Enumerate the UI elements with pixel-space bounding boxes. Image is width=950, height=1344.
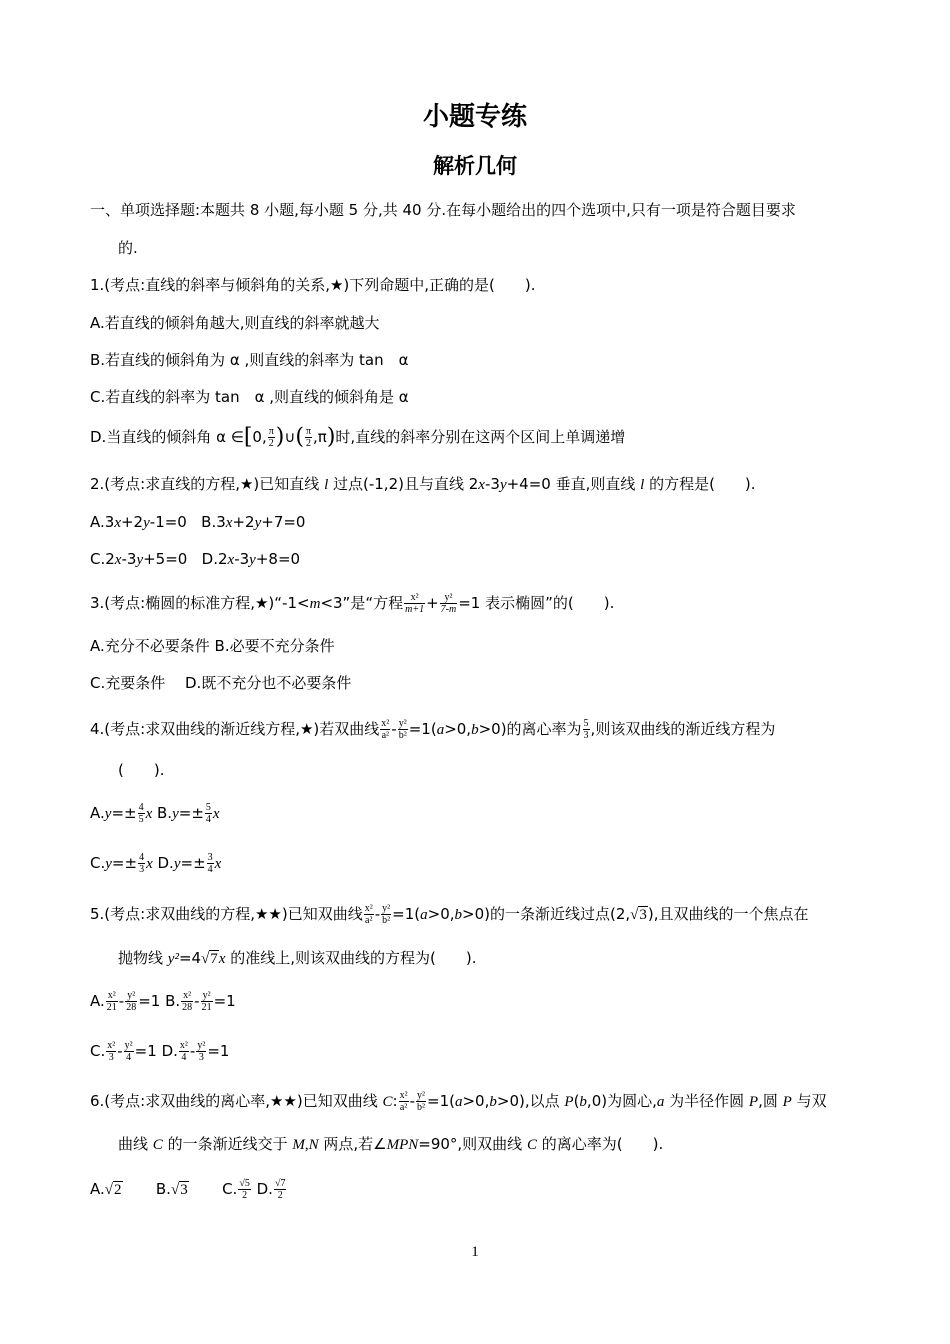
- denominator: 2: [242, 1190, 248, 1201]
- var: y: [143, 515, 150, 531]
- denominator: 3: [583, 730, 589, 741]
- radicand: 2: [114, 1182, 122, 1198]
- numerator: 5: [583, 718, 589, 729]
- text: 的离心率为( ).: [536, 1135, 664, 1153]
- denominator: 3: [108, 1052, 114, 1063]
- text: A.3: [90, 513, 115, 531]
- text: :: [392, 1092, 398, 1110]
- text: =1: [138, 992, 161, 1010]
- denominator: 3: [139, 864, 145, 875]
- text: 为半径作圆: [664, 1092, 749, 1110]
- numerator: 5: [205, 802, 211, 813]
- var: y: [104, 806, 112, 822]
- q1-option-d: [90, 426, 625, 449]
- text: 4.(考点:求双曲线的渐近线方程,★)若双曲线: [90, 720, 380, 738]
- fraction: [399, 1090, 409, 1113]
- q3-stem: [90, 592, 614, 615]
- var: x: [146, 856, 153, 872]
- fraction: [583, 718, 590, 741]
- text: 抛物线: [118, 949, 168, 967]
- text: B.3: [201, 513, 226, 531]
- text: B.: [152, 804, 173, 822]
- bracket-close-paren: ): [326, 424, 336, 450]
- q1-stem: 1.(考点:直线的斜率与倾斜角的关系,★)下列命题中,正确的是( ).: [90, 276, 536, 294]
- denominator: a²: [365, 915, 373, 926]
- text: =1(: [392, 905, 421, 923]
- var: l: [324, 477, 329, 493]
- text: 的准线上,则该双曲线的方程为( ).: [225, 949, 477, 967]
- text: =1(: [408, 720, 437, 738]
- text: -3: [484, 475, 500, 493]
- numerator: y²: [398, 718, 407, 729]
- q1-option-b: B.若直线的倾斜角为 α ,则直线的斜率为 tan α: [90, 351, 409, 369]
- q5-options-cd: [90, 1040, 229, 1063]
- fraction: [305, 426, 312, 449]
- var: y: [105, 856, 112, 872]
- numerator: x²: [381, 718, 390, 729]
- denominator: 7-m: [440, 604, 457, 615]
- sqrt: √3: [170, 1182, 188, 1198]
- numerator: y²: [197, 1040, 206, 1051]
- text: +8=0: [255, 550, 301, 568]
- text: =1: [213, 992, 236, 1010]
- text: >0,: [444, 720, 472, 738]
- var: b: [579, 1094, 587, 1110]
- var: MPN: [386, 1137, 419, 1153]
- fraction: [138, 852, 145, 875]
- q4-options-cd: [90, 852, 221, 875]
- denominator: b²: [382, 915, 391, 926]
- fraction: [125, 990, 137, 1013]
- text: 的方程是( ).: [644, 475, 756, 493]
- q4-options-ab: [90, 802, 220, 825]
- text: C.: [90, 854, 106, 872]
- text: +7=0: [261, 513, 306, 531]
- q1-d-post: 时,直线的斜率分别在这两个区间上单调递增: [335, 428, 626, 446]
- var: y: [173, 856, 181, 872]
- text: 6.(考点:求双曲线的离心率,★★)已知双曲线: [90, 1092, 383, 1110]
- numerator: x²: [107, 1040, 116, 1051]
- denominator: b²: [398, 730, 407, 741]
- denominator: b²: [417, 1102, 426, 1113]
- text: 与双: [791, 1092, 827, 1110]
- var: a: [656, 1094, 665, 1110]
- numerator: √5: [239, 1178, 250, 1189]
- fraction: [106, 1040, 116, 1063]
- denominator: m+1: [405, 604, 425, 615]
- denominator: 2: [305, 438, 311, 449]
- q4-stem: [90, 718, 775, 741]
- q5-options-ab: [90, 990, 236, 1013]
- bracket-open-paren: (: [295, 424, 304, 450]
- text: -: [391, 720, 397, 738]
- var: x: [214, 856, 222, 872]
- fraction: [380, 718, 390, 741]
- denominator: 2: [268, 438, 274, 449]
- var: m: [309, 596, 321, 612]
- text: =1(: [427, 1092, 455, 1110]
- q6-options: [90, 1178, 287, 1201]
- denominator: 4: [205, 814, 211, 825]
- var: x: [227, 552, 235, 568]
- denominator: 4: [126, 1052, 132, 1063]
- text: =1: [134, 1042, 157, 1060]
- text: B.: [155, 1180, 171, 1198]
- text: -3: [234, 550, 250, 568]
- fraction: [381, 903, 391, 926]
- fraction: [238, 1178, 251, 1201]
- denominator: 4: [181, 1052, 187, 1063]
- denominator: 28: [126, 1002, 137, 1013]
- var: y: [172, 806, 179, 822]
- sqrt: √2: [104, 1182, 122, 1198]
- page-subtitle: 解析几何: [433, 154, 517, 178]
- numerator: 4: [138, 802, 144, 813]
- text: D.: [156, 1042, 178, 1060]
- numerator: x²: [183, 990, 192, 1001]
- text: =±: [111, 854, 138, 872]
- text: -: [189, 1042, 196, 1060]
- var: y: [254, 515, 262, 531]
- numerator: x²: [404, 592, 425, 604]
- denominator: 21: [106, 1002, 117, 1013]
- q1-d-mid: 0,: [252, 428, 267, 446]
- fraction: [440, 592, 458, 615]
- var: b: [454, 907, 463, 923]
- fraction: [179, 1040, 189, 1063]
- text: -: [409, 1092, 416, 1110]
- var: x: [225, 515, 233, 531]
- text: 2.(考点:求直线的方程,★)已知直线: [90, 475, 325, 493]
- text: C.: [222, 1180, 238, 1198]
- text: ,圆: [758, 1092, 783, 1110]
- text: -1=0: [149, 513, 187, 531]
- fraction: [181, 990, 193, 1013]
- var: C: [382, 1094, 393, 1110]
- text: -: [194, 992, 200, 1010]
- sqrt: √3: [630, 907, 647, 923]
- text: <3”是“方程: [320, 594, 404, 612]
- var: y: [249, 552, 256, 568]
- denominator: 3: [198, 1052, 204, 1063]
- numerator: y²: [417, 1090, 426, 1101]
- q3-options-cd: C.充要条件 D.既不充分也不必要条件: [90, 674, 352, 692]
- fraction: [207, 852, 214, 875]
- page-number: 1: [471, 1244, 479, 1260]
- fraction: [364, 903, 374, 926]
- sqrt: √7: [201, 951, 218, 967]
- var: a: [454, 1094, 463, 1110]
- text: =1: [207, 1042, 230, 1060]
- var: x: [114, 515, 121, 531]
- numerator: x²: [364, 903, 373, 914]
- bracket-close-paren: ): [275, 424, 285, 450]
- denominator: a²: [381, 730, 390, 741]
- text: D.: [256, 1180, 273, 1198]
- text: =±: [180, 854, 206, 872]
- denominator: 2: [277, 1190, 283, 1201]
- fraction: [196, 1040, 206, 1063]
- text: C.2: [90, 550, 115, 568]
- q6-stem-line2: [118, 1134, 663, 1155]
- numerator: y²: [382, 903, 391, 914]
- numerator: y²: [124, 1040, 133, 1051]
- text: 两点,若∠: [318, 1135, 387, 1153]
- text: =1 表示椭圆”的( ).: [458, 594, 615, 612]
- var: P: [564, 1094, 574, 1110]
- var: x: [114, 552, 122, 568]
- var: l: [640, 477, 645, 493]
- text: 的一条渐近线交于: [162, 1135, 293, 1153]
- page-title: 小题专练: [422, 102, 527, 132]
- numerator: x²: [399, 1090, 408, 1101]
- text: (: [573, 1092, 580, 1110]
- fraction: [205, 802, 212, 825]
- fraction: [124, 1040, 134, 1063]
- fraction: [138, 802, 145, 825]
- text: =±: [178, 804, 204, 822]
- text: A.: [90, 804, 105, 822]
- section-heading-line1: 一、单项选择题:本题共 8 小题,每小题 5 分,共 40 分.在每小题给出的四个选项中,只有一项是符合题目要求: [90, 201, 796, 219]
- text: -: [117, 1042, 123, 1060]
- fraction: [201, 990, 213, 1013]
- numerator: 3: [207, 852, 213, 863]
- text: 5.(考点:求双曲线的方程,★★)已知双曲线: [90, 905, 363, 923]
- radicand: 5: [244, 1178, 250, 1189]
- fraction: [274, 1178, 287, 1201]
- text: ),且双曲线的一个焦点在: [647, 905, 809, 923]
- var: P: [782, 1094, 792, 1110]
- text: 过点(-1,2)且与直线 2: [328, 475, 479, 493]
- numerator: x²: [107, 990, 116, 1001]
- q2-options-cd: [90, 549, 300, 570]
- var: y: [136, 552, 144, 568]
- var: x: [218, 951, 226, 967]
- q6-stem: [90, 1090, 827, 1113]
- numerator: y²: [127, 990, 136, 1001]
- text: 曲线: [118, 1135, 153, 1153]
- denominator: 4: [207, 864, 213, 875]
- q1-d-pre: D.当直线的倾斜角 α ∈: [90, 428, 244, 446]
- radicand: 3: [639, 907, 647, 923]
- denominator: 5: [138, 814, 144, 825]
- text: >0,: [462, 1092, 490, 1110]
- text: -3: [121, 550, 137, 568]
- radicand: 3: [180, 1182, 188, 1198]
- text: -: [374, 905, 381, 923]
- text: A.: [90, 1180, 105, 1198]
- text: ,0)为圆心,: [586, 1092, 657, 1110]
- fraction: [268, 426, 275, 449]
- text: +4=0 垂直,则直线: [506, 475, 641, 493]
- text: +5=0: [143, 550, 188, 568]
- var: P: [748, 1094, 759, 1110]
- union-symbol: ∪: [284, 428, 296, 446]
- q2-stem: [90, 474, 756, 495]
- text: B.: [160, 992, 181, 1010]
- text: ,则该双曲线的渐近线方程为: [590, 720, 776, 738]
- radicand: 7: [280, 1178, 286, 1189]
- q5-stem: [90, 903, 809, 926]
- text: >0),以点: [496, 1092, 565, 1110]
- var: y²: [167, 951, 179, 967]
- numerator: π: [268, 426, 274, 437]
- q3-options-ab: A.充分不必要条件 B.必要不充分条件: [90, 637, 335, 655]
- denominator: 21: [201, 1002, 212, 1013]
- radicand: 7: [210, 951, 218, 967]
- text: +2: [120, 513, 144, 531]
- q2-options-ab: [90, 512, 305, 533]
- text: +: [426, 594, 439, 612]
- var: C: [526, 1137, 537, 1153]
- fraction: [398, 718, 408, 741]
- q1-d-mid2: ,π: [313, 428, 327, 446]
- text: =90°,则双曲线: [418, 1135, 527, 1153]
- text: A.: [90, 992, 105, 1010]
- var: x: [478, 477, 485, 493]
- section-heading-line2: 的.: [118, 239, 138, 257]
- text: -: [118, 992, 125, 1010]
- var: C: [152, 1137, 163, 1153]
- text: 3.(考点:椭圆的标准方程,★)“-1<: [90, 594, 310, 612]
- text: C.: [90, 1042, 106, 1060]
- var: M,N: [292, 1137, 319, 1153]
- denominator: 28: [182, 1002, 193, 1013]
- var: x: [145, 806, 153, 822]
- q1-option-c: C.若直线的斜率为 tan α ,则直线的倾斜角是 α: [90, 388, 409, 406]
- text: +2: [232, 513, 255, 531]
- bracket-open-square: [: [243, 424, 253, 450]
- numerator: 4: [139, 852, 145, 863]
- text: =±: [111, 804, 137, 822]
- fraction: [404, 592, 425, 615]
- text: >0,: [427, 905, 455, 923]
- var: b: [489, 1094, 497, 1110]
- var: a: [436, 722, 445, 738]
- var: b: [471, 722, 479, 738]
- fraction: [106, 990, 118, 1013]
- q1-option-a: A.若直线的倾斜角越大,则直线的斜率就越大: [90, 314, 380, 332]
- text: D.: [152, 854, 174, 872]
- text: =4: [178, 949, 202, 967]
- numerator: π: [305, 426, 312, 437]
- fraction: [416, 1090, 426, 1113]
- numerator: √7: [274, 1178, 286, 1189]
- numerator: y²: [440, 592, 458, 604]
- text: >0)的一条渐近线过点(2,: [462, 905, 631, 923]
- q4-stem-line2: ( ).: [118, 761, 165, 779]
- text: D.2: [201, 550, 228, 568]
- var: a: [420, 907, 428, 923]
- numerator: x²: [179, 1040, 188, 1051]
- var: x: [212, 806, 220, 822]
- denominator: a²: [399, 1102, 408, 1113]
- var: y: [499, 477, 507, 493]
- text: >0)的离心率为: [478, 720, 582, 738]
- numerator: y²: [202, 990, 211, 1001]
- q5-stem-line2: [118, 948, 476, 969]
